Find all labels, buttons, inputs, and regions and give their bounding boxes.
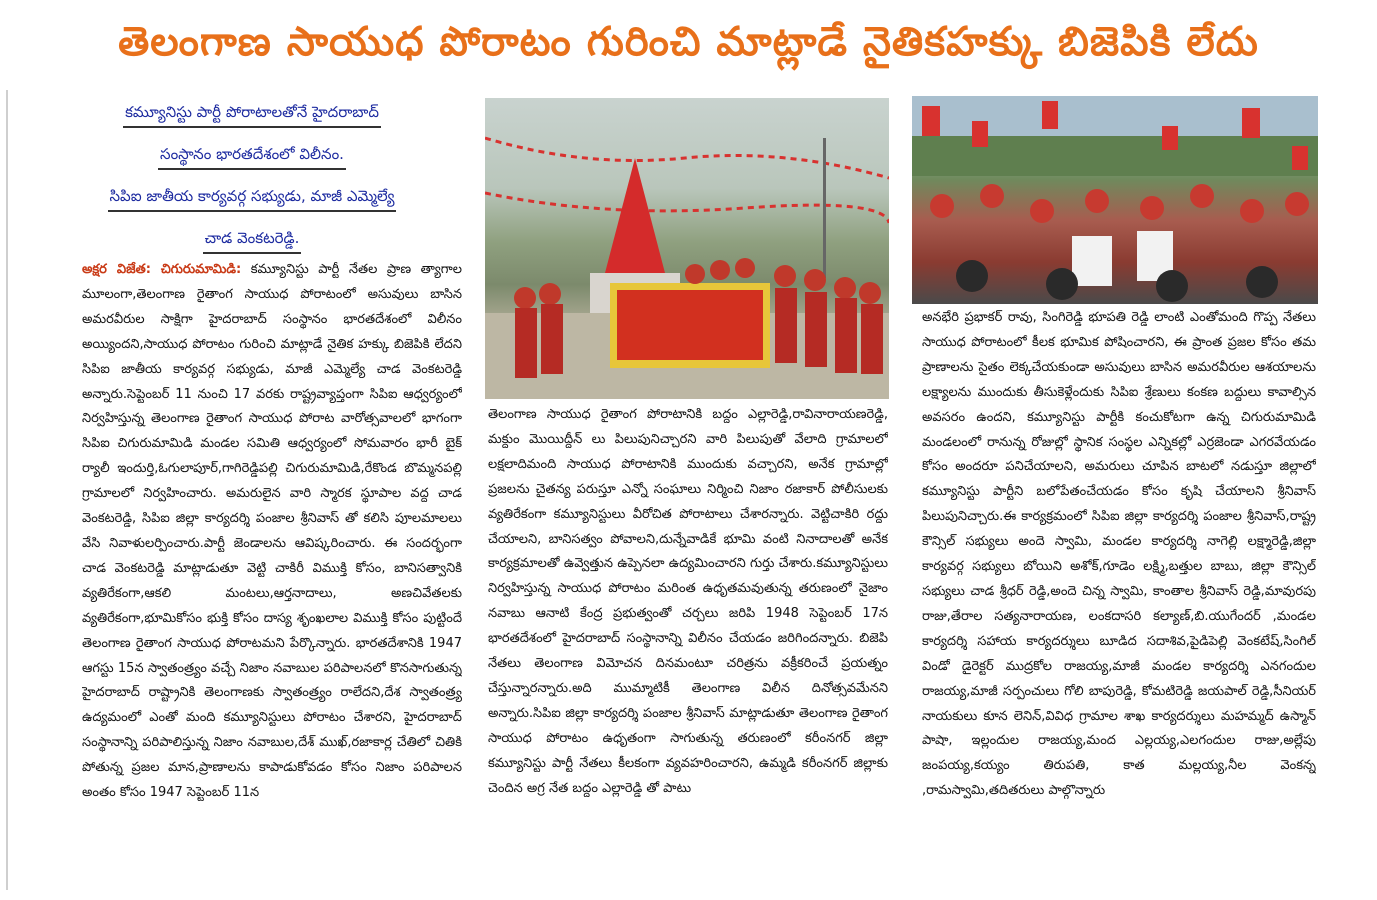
- article-column-1: [82, 258, 462, 898]
- page-border: [6, 90, 8, 890]
- column-text: కమ్యూనిస్టు పార్టీ నేతల ప్రాణ త్యాగాల మూలంగా,తెలంగాణ రైతాంగ సాయుధ పోరాటంలో అసువులు బాసిన అమరవీరుల సాక్షిగా హైదరాబాద్ సంస్థానం భారతదేశంలో విలీనం అయ్యిందని,సాయుధ పోరాటం గురించి మాట్లాడే నైతిక హక్కు బిజెపికి లేదని సిపిఐ జాతీయ కార్యవర్గ సభ్యుడు, మాజీ ఎమ్మెల్యే చాడ వెంకటరెడ్డి అన్నారు.సెప్టెంబర్ 11 నుంచి 17 వరకు రాష్ట్రవ్యాప్తంగా సిపిఐ ఆధ్వర్యంలో నిర్వహిస్తున్న తెలంగాణ రైతాంగ సాయుధ పోరాట వారోత్సవాలలో భాగంగా సిపిఐ చిగురుమామిడి మండల సమితి ఆధ్వర్యంలో సోమవారం భారీ బైక్ ర్యాలీ ఇందుర్తి,ఓగులాపూర్,గాగిరెడ్డిపల్లి చిగురుమామిడి,రేకొండ బొమ్మనపల్లి గ్రామాలలో నిర్వహించారు. అమరులైన వారి స్మారక స్థూపాల వద్ద చాడ వెంకటరెడ్డి, సిపిఐ జిల్లా కార్యదర్శి పంజాల శ్రీనివాస్ తో కలిసి పూలమాలలు వేసి నివాళులర్పించారు.పార్టీ జెండాలను ఆవిష్కరించారు. ఈ సందర్భంగా చాడ వెంకటరెడ్డి మాట్లాడుతూ వెట్టి చాకిరీ విముక్తి కోసం, బానిసత్వానికి వ్యతిరేకంగా,ఆకలి మంటలు,ఆర్తనాదాలు, అణచివేతలకు వ్యతిరేకంగా,భూమికోసం భుక్తి కోసం దాస్య శృంఖలాల విముక్తి కోసం పుట్టిందే తెలంగాణ రైతాంగ సాయుధ పోరాటమని పేర్కొన్నారు. భారతదేశానికి 1947 ఆగస్టు 15న స్వాతంత్ర్యం వచ్చే నిజాం నవాబుల పరిపాలనలో కొనసాగుతున్న హైదరాబాద్ రాష్ట్రానికి తెలంగాణకు స్వాతంత్ర్యం రాలేదని,దేశ స్వాతంత్ర్య ఉద్యమంలో ఎంతో మంది కమ్యూనిస్టులు పోరాటం చేశారని, హైదరాబాద్ సంస్థానాన్ని పరిపాలిస్తున్న నిజాం నవాబుల,దేశ్ ముఖ్,రజాకార్ల చేతిలో చితికి పోతున్న ప్రజల మాన,ప్రాణాలను కాపాడుకోవడం కోసం నిజాం పరిపాలన అంతం కోసం 1947 సెప్టెంబర్ 11న: [82, 262, 462, 801]
- subheading-line: కమ్యూనిస్టు పార్టీ పోరాటాలతోనే హైదరాబాద్: [123, 102, 381, 128]
- headline: తెలంగాణ సాయుధ పోరాటం గురించి మాట్లాడే నైతికహక్కు బిజెపికి లేదు: [118, 19, 1259, 65]
- article-column-3: [922, 306, 1316, 896]
- column-text: అనభేరి ప్రభాకర్ రావు, సింగిరెడ్డి భూపతి రెడ్డి లాంటి ఎంతోమంది గొప్ప నేతలు సాయుధ పోరాటంలో కీలక భూమిక పోషించారని, ఈ ప్రాంత ప్రజల కోసం తమ ప్రాణాలను సైతం లెక్కచేయకుండా అసువులు బాసిన అమరవీరుల ఆశయాలను లక్ష్యాలను ముందుకు తీసుకెళ్లేందుకు సిపిఐ శ్రేణులు కంకణ బద్దులు కావాల్సిన అవసరం ఉందని, కమ్యూనిస్టు పార్టీకి కంచుకోటగా ఉన్న చిగురుమామిడి మండలంలో రానున్న రోజుల్లో స్థానిక సంస్థల ఎన్నికల్లో ఎర్రజెండా ఎగరవేయడం కోసం అందరూ పనిచేయాలని, అమరులు చూపిన బాటలో నడుస్తూ జిల్లాలో కమ్యూనిస్టు పార్టీని బలోపేతంచేయడం కోసం కృషి చేయాలని శ్రీనివాస్ పిలుపునిచ్చారు.ఈ కార్యక్రమంలో సిపిఐ జిల్లా కార్యదర్శి పంజాల శ్రీనివాస్,రాష్ట్ర కౌన్సిల్ సభ్యులు అందె స్వామి, మండల కార్యదర్శి నాగెల్లి లక్ష్మారెడ్డి,జిల్లా కార్యవర్గ సభ్యులు బోయిని అశోక్,గూడెం లక్ష్మి,బత్తుల బాబు, జిల్లా కౌన్సిల్ సభ్యులు చాడ శ్రీధర్ రెడ్డి,అందె చిన్న స్వామి, కాంతాల శ్రీనివాస్ రెడ్డి,మావురపు రాజు,తేరాల సత్యనారాయణ, లంకదాసరి కల్యాణ్,బి.యుగేందర్ ,మండల కార్యదర్శి సహాయ కార్యదర్శులు బూడిద సదాశివ,పైడిపెల్లి వెంకటేష్,సింగిల్ విండో డైరెక్టర్ ముద్రకోల రాజయ్య,మాజీ మండల కార్యదర్శి ఎనగందుల రాజయ్య,మాజీ సర్పంచులు గోలి బాపురెడ్డి, కోమటిరెడ్డి జయపాల్ రెడ్డి,సీనియర్ నాయకులు కూన లెనిన్,వివిధ గ్రామాల శాఖ కార్యదర్శులు మహమ్మద్ ఉస్మాన్ పాషా, ఇల్లందుల రాజయ్య,మంద ఎల్లయ్య,ఎలగందుల రాజు,అల్లేపు జంపయ్య,కయ్యం తిరుపతి, కాత మల్లయ్య,నీల వెంకన్న ,రామస్వామి,తదితరులు పాల్గొన్నారు: [922, 310, 1316, 799]
- column-text: తెలంగాణ సాయుధ రైతాంగ పోరాటానికి బద్దం ఎల్లారెడ్డి,రావినారాయణరెడ్డి, మక్దుం మొయిద్దీన్ లు పిలుపునిచ్చారని వారి పిలుపుతో వేలాది గ్రామాలలో లక్షలాదిమంది సాయుధ పోరాటానికి ముందుకు వచ్చారని, అనేక గ్రామాల్లో ప్రజలను చైతన్య పరుస్తూ ఎన్నో సంఘాలు నిర్మించి నిజాం రజాకార్ పోలీసులకు వ్యతిరేకంగా కమ్యూనిస్టులు వీరోచిత పోరాటాలు చేశారన్నారు. వెట్టిచాకిరి రద్దు చేయాలని, బానిసత్వం పోవాలని,దున్నేవాడికే భూమి వంటి నినాదాలతో అనేక కార్యక్రమాలతో ఉవ్వెత్తున ఉప్పెనలా ఉద్యమించారని గుర్తు చేశారు.కమ్యూనిస్టులు నిర్వహిస్తున్న సాయుధ పోరాటం మరింత ఉధృతమవుతున్న తరుణంలో నైజాం నవాబు ఆనాటి కేంద్ర ప్రభుత్వంతో చర్చలు జరిపి 1948 సెప్టెంబర్ 17న భారతదేశంలో హైదరాబాద్ సంస్థానాన్ని విలీనం చేయడం జరిగిందన్నారు. బిజెపి నేతలు తెలంగాణ విమోచన దినమంటూ చరిత్రను వక్రీకరించే ప్రయత్నం చేస్తున్నారన్నారు.అది ముమ్మాటికీ తెలంగాణ విలీన దినోత్సవమేనని అన్నారు.సిపిఐ జిల్లా కార్యదర్శి పంజాల శ్రీనివాస్ మాట్లాడుతూ తెలంగాణ రైతాంగ సాయుధ పోరాటం ఉధృతంగా సాగుతున్న తరుణంలో కరీంనగర్ జిల్లా కమ్యూనిస్టు పార్టీ నేతలు కీలకంగా వ్యవహరించారని, ఉమ్మడి కరీంనగర్ జిల్లాకు చెందిన అగ్ర నేత బద్దం ఎల్లారెడ్డి తో పాటు: [488, 407, 888, 796]
- article-column-2: [488, 403, 888, 893]
- photo-bike-rally: [912, 96, 1318, 304]
- byline: అక్షర విజేత: చిగురుమామిడి:: [82, 262, 242, 277]
- subheading-block: [72, 92, 432, 260]
- subheading-line: చాడ వెంకటరెడ్డి.: [203, 228, 302, 254]
- photo-rally-illustration: [912, 96, 1318, 304]
- photo-memorial-illustration: [485, 98, 889, 399]
- subheading-line: సిపిఐ జాతీయ కార్యవర్గ సభ్యుడు, మాజీ ఎమ్మెల్యే: [108, 186, 397, 212]
- photo-memorial-gathering: [485, 98, 889, 399]
- subheading-line: సంస్థానం భారతదేశంలో విలీనం.: [158, 144, 346, 170]
